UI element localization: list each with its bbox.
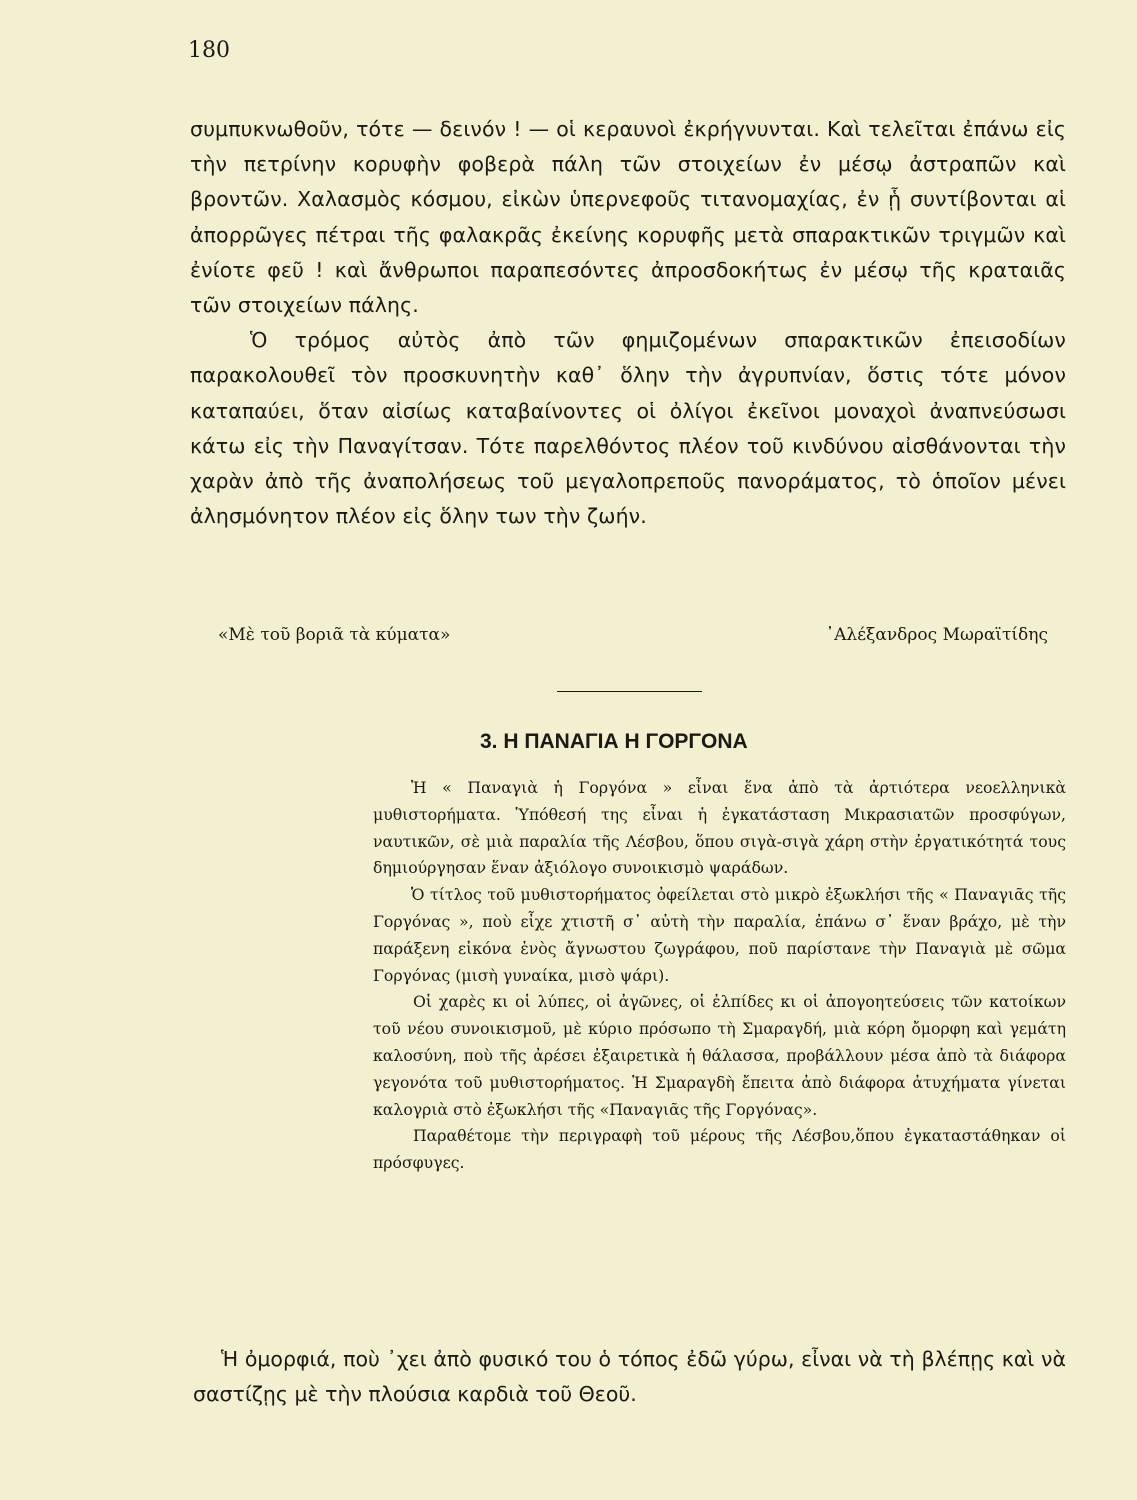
quote-attribution xyxy=(218,625,1048,645)
paragraph: Οἱ χαρὲς κι οἱ λύπες, οἱ ἀγῶνες, οἱ ἐλπίδες κι οἱ ἀπογοητεύσεις τῶν κατοίκων τοῦ νέου συνοικισμοῦ, μὲ κύριο πρόσωπο τὴ Σμαραγδή, μιὰ κόρη ὄμορφη καὶ γεμάτη καλοσύνη, ποὺ τῆς ἀρέσει ἐξαιρετικὰ ἡ θάλασσα, προβάλλουν μέσα ἀπὸ τὰ διάφορα γεγονότα τοῦ μυθιστορήματος. Ἡ Σμαραγδὴ ἔπειτα ἀπὸ διάφορα ἀτυχήματα γίνεται καλογριὰ στὸ ἐξωκλήσι τῆς «Παναγιᾶς τῆς Γοργόνας». xyxy=(373,992,1066,1119)
section-heading: 3. Η ΠΑΝΑΓΙΑ Η ΓΟΡΓΟΝΑ xyxy=(480,730,748,753)
excerpt-section xyxy=(193,1342,1066,1412)
paragraph: συμπυκνωθοῦν, τότε — δεινόν ! — οἱ κεραυνοὶ ἐκρήγνυνται. Καὶ τελεῖται ἐπάνω εἰς τὴν πετρίνην κορυφὴν φοβερὰ πάλη τῶν στοιχείων ἐν μέσῳ ἀστραπῶν καὶ βροντῶν. Χαλασμὸς κόσμου, εἰκὼν ὑπερνεφοῦς τιτανομαχίας, ἐν ᾗ συντίβονται αἱ ἀπορρῶγες πέτραι τῆς φαλακρᾶς ἐκείνης κορυφῆς μετὰ σπαρακτικῶν τριγμῶν καὶ ἐνίοτε φεῦ ! καὶ ἄνθρωποι παραπεσόντες ἀπροσδοκήτως ἐν μέσῳ τῆς κραταιᾶς τῶν στοιχείων πάλης. xyxy=(190,117,1066,318)
section-divider xyxy=(557,691,702,692)
paragraph: Ἡ « Παναγιὰ ἡ Γοργόνα » εἶναι ἕνα ἀπὸ τὰ ἀρτιότερα νεοελληνικὰ μυθιστορήματα. Ὑπόθεσή της εἶναι ἡ ἐγκατάσταση Μικρασιατῶν προσφύγων, ναυτικῶν, σὲ μιὰ παραλία τῆς Λέσβου, ὅπου σιγὰ-σιγὰ χάρη στὴν ἐργατικότητά τους δημιούργησαν ἕναν ἀξιόλογο συνοικισμὸ ψαράδων. xyxy=(373,778,1066,878)
paragraph: Παραθέτομε τὴν περιγραφὴ τοῦ μέρους τῆς Λέσβου,ὅπου ἐγκαταστάθηκαν οἱ πρόσφυγες. xyxy=(373,1126,1066,1173)
paragraph: Ὁ τρόμος αὐτὸς ἀπὸ τῶν φημιζομένων σπαρακτικῶν ἐπεισοδίων παρακολουθεῖ τὸν προσκυνητὴν καθ᾿ ὅλην τὴν ἀγρυπνίαν, ὅστις τότε μόνον καταπαύει, ὅταν αἰσίως καταβαίνοντες οἱ ὀλίγοι ἐκεῖνοι μοναχοὶ ἀναπνεύσωσι κάτω εἰς τὴν Παναγίτσαν. Τότε παρελθόντος πλέον τοῦ κινδύνου αἰσθάνονται τὴν χαρὰν ἀπὸ τῆς ἀναπολήσεως τοῦ μεγαλοπρεποῦς πανοράματος, τὸ ὁποῖον μένει ἀλησμόνητον πλέον εἰς ὅλην των τὴν ζωήν. xyxy=(190,328,1066,529)
quote-author: ᾿Αλέξανδρος Μωραϊτίδης xyxy=(825,625,1048,645)
page-number: 180 xyxy=(188,38,230,63)
main-text-section xyxy=(190,112,1066,534)
introduction-section xyxy=(373,775,1066,1177)
paragraph: Ἡ ὀμορφιά, ποὺ ᾿χει ἀπὸ φυσικό του ὁ τόπος ἐδῶ γύρω, εἶναι νὰ τὴ βλέπῃς καὶ νὰ σαστίζῃς μὲ τὴν πλούσια καρδιὰ τοῦ Θεοῦ. xyxy=(193,1347,1066,1406)
quote-source-title: «Μὲ τοῦ βοριᾶ τὰ κύματα» xyxy=(218,625,451,645)
paragraph: Ὁ τίτλος τοῦ μυθιστορήματος ὀφείλεται στὸ μικρὸ ἐξωκλήσι τῆς « Παναγιᾶς τῆς Γοργόνας », ποὺ εἶχε χτιστῆ σ᾿ αὐτὴ τὴν παραλία, ἐπάνω σ᾿ ἕναν βράχο, μὲ τὴν παράξενη εἰκόνα ἑνὸς ἄγνωστου ζωγράφου, ποῦ παρίστανε τὴν Παναγιὰ μὲ σῶμα Γοργόνας (μισὴ γυναίκα, μισὸ ψάρι). xyxy=(373,885,1066,985)
